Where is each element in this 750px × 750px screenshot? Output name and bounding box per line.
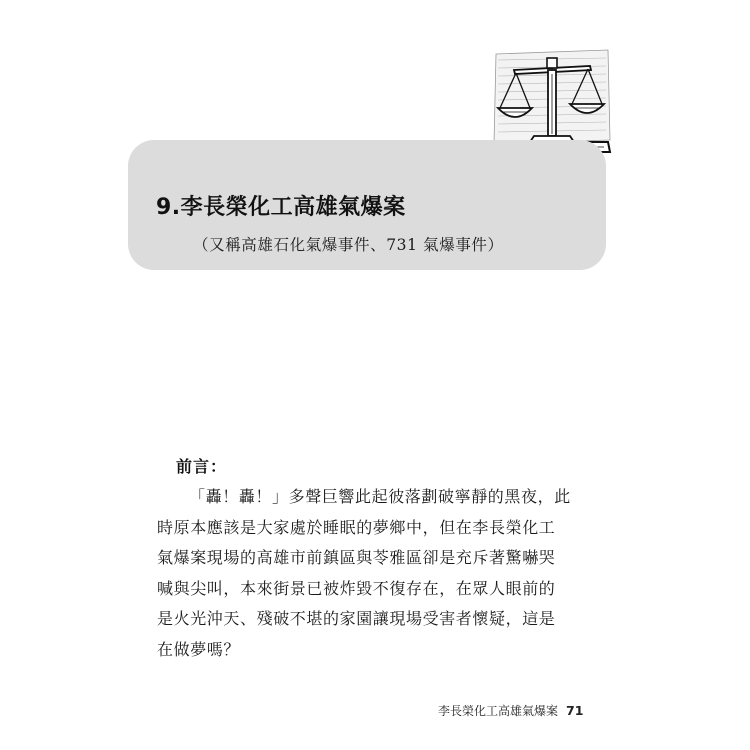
paragraph-line: 是火光沖天、殘破不堪的家園讓現場受害者懷疑，這是 <box>157 609 556 628</box>
page-number: 71 <box>566 703 584 718</box>
running-title: 李長榮化工高雄氣爆案 <box>438 704 559 718</box>
paragraph-line: 氣爆案現場的高雄市前鎮區與苓雅區卻是充斥著驚嚇哭 <box>157 548 556 567</box>
page-footer <box>438 702 583 719</box>
chapter-subtitle: （又稱高雄石化氣爆事件、731 氣爆事件） <box>193 236 504 254</box>
body-paragraph <box>157 482 597 665</box>
paragraph-line: 在做夢嗎？ <box>157 639 241 659</box>
paragraph-line: 「轟！轟！」多聲巨響此起彼落劃破寧靜的黑夜，此 <box>189 487 571 506</box>
section-heading: 前言： <box>176 457 228 476</box>
chapter-title: 9.李長榮化工高雄氣爆案 <box>156 195 406 220</box>
paragraph-line: 時原本應該是大家處於睡眠的夢鄉中，但在李長榮化工 <box>157 517 556 537</box>
paragraph-line: 喊與尖叫，本來街景已被炸毀不復存在，在眾人眼前的 <box>157 578 556 598</box>
